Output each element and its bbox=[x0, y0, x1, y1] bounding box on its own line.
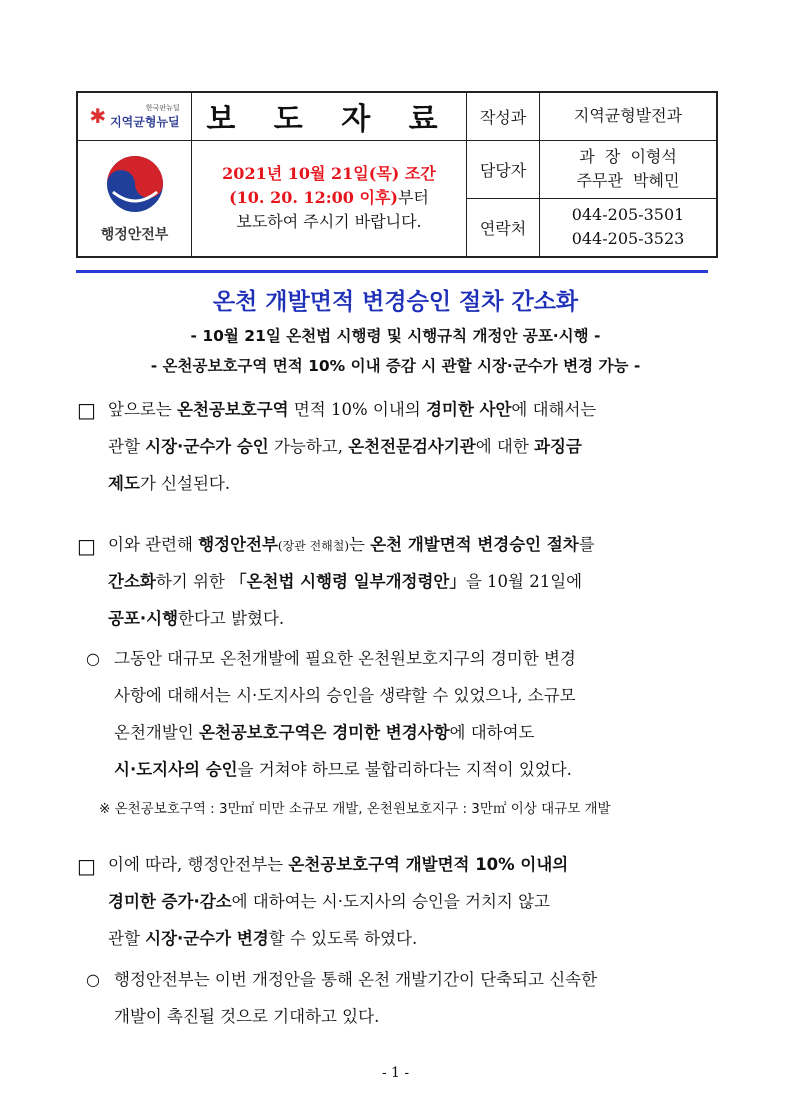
phone-2: 044-205-3523 bbox=[571, 229, 685, 249]
embargo-request: 보도하여 주시기 바랍니다. bbox=[236, 212, 422, 232]
paragraph-3: 그동안 대규모 온천개발에 필요한 온천원보호지구의 경미한 변경 bbox=[114, 649, 576, 668]
paragraph-2-line-3: 공포·시행한다고 밝혔다. bbox=[108, 609, 285, 628]
box-bullet-1: □ bbox=[77, 398, 96, 422]
balance-newdeal-logo-cell bbox=[77, 92, 192, 140]
paragraph-4-line-3: 관할 시장·군수가 변경할 수 있도록 하였다. bbox=[108, 929, 418, 948]
paragraph-4: 이에 따라, 행정안전부는 온천공보호구역 개발면적 10% 이내의 bbox=[108, 855, 569, 874]
circle-bullet-2: ○ bbox=[86, 970, 100, 989]
paragraph-5-line-2: 개발이 촉진될 것으로 기대하고 있다. bbox=[114, 1007, 380, 1026]
subtitle-2: - 온천공보호구역 면적 10% 이내 증감 시 관할 시장·군수가 변경 가능 - bbox=[150, 357, 641, 375]
paragraph-2-line-2: 간소화하기 위한 「온천법 시행령 일부개정령안」을 10월 21일에 bbox=[108, 572, 583, 591]
box-bullet-2: □ bbox=[77, 534, 96, 558]
taegeuk-emblem-icon bbox=[103, 152, 167, 216]
contact-person-value bbox=[540, 140, 718, 198]
embargo-suffix: 부터 bbox=[397, 188, 429, 208]
phone-label: 연락처 bbox=[467, 198, 540, 257]
paragraph-3-line-4: 시·도지사의 승인을 거쳐야 하므로 불합리하다는 지적이 있었다. bbox=[114, 760, 572, 779]
paragraph-2: 이와 관련해 행정안전부(장관 전해철)는 온천 개발면적 변경승인 절차를 bbox=[108, 535, 595, 554]
contact-person-label: 담당자 bbox=[467, 140, 540, 198]
paragraph-4-line-2: 경미한 증가·감소에 대하여는 시·도지사의 승인을 거치지 않고 bbox=[108, 892, 550, 911]
main-title: 온천 개발면적 변경승인 절차 간소화 bbox=[212, 289, 579, 315]
circle-bullet-1: ○ bbox=[86, 649, 100, 668]
logo-main-text: 지역균형뉴딜 bbox=[110, 114, 180, 129]
author-dept-label: 작성과 bbox=[467, 92, 540, 140]
contact-person-2: 주무관 박혜민 bbox=[576, 171, 680, 190]
phone-1: 044-205-3501 bbox=[571, 205, 685, 225]
paragraph-1-line-3: 제도가 신설된다. bbox=[108, 474, 231, 493]
press-title: 보 도 자 료 bbox=[206, 102, 452, 138]
title-divider bbox=[76, 270, 708, 273]
balance-newdeal-logo bbox=[78, 103, 191, 130]
contact-person-1: 과 장 이형석 bbox=[579, 147, 677, 166]
press-title-cell bbox=[192, 92, 467, 140]
paragraph-1-line-2: 관할 시장·군수가 승인 가능하고, 온천전문검사기관에 대한 과징금 bbox=[108, 437, 582, 456]
embargo-date: 2021년 10월 21일(목) 조간 bbox=[222, 164, 436, 184]
ministry-logo-cell bbox=[77, 140, 192, 257]
embargo-notice bbox=[192, 140, 467, 257]
phone-value bbox=[540, 198, 718, 257]
author-dept-value: 지역균형발전과 bbox=[540, 92, 718, 140]
logo-small-text: 한국판뉴딜 bbox=[145, 103, 180, 112]
paragraph-3-line-3: 온천개발인 온천공보호구역은 경미한 변경사항에 대하여도 bbox=[114, 723, 535, 742]
ministry-name: 행정안전부 bbox=[100, 227, 169, 244]
newdeal-star-icon: ✱ bbox=[89, 104, 107, 129]
paragraph-1: 앞으로는 온천공보호구역 면적 10% 이내의 경미한 사안에 대해서는 bbox=[108, 400, 597, 419]
embargo-time: (10. 20. 12:00 이후) bbox=[229, 188, 398, 208]
press-release-header bbox=[76, 91, 718, 258]
paragraph-5: 행정안전부는 이번 개정안을 통해 온천 개발기간이 단축되고 신속한 bbox=[114, 970, 598, 989]
subtitle-1: - 10월 21일 온천법 시행령 및 시행규칙 개정안 공포·시행 - bbox=[190, 327, 601, 345]
paragraph-3-line-2: 사항에 대해서는 시·도지사의 승인을 생략할 수 있었으나, 소규모 bbox=[114, 686, 576, 705]
footnote: ※ 온천공보호구역 : 3만㎡ 미만 소규모 개발, 온천원보호지구 : 3만㎡ 이상 대규모 개발 bbox=[99, 801, 611, 817]
page-number: - 1 - bbox=[381, 1065, 410, 1081]
box-bullet-3: □ bbox=[77, 854, 96, 878]
